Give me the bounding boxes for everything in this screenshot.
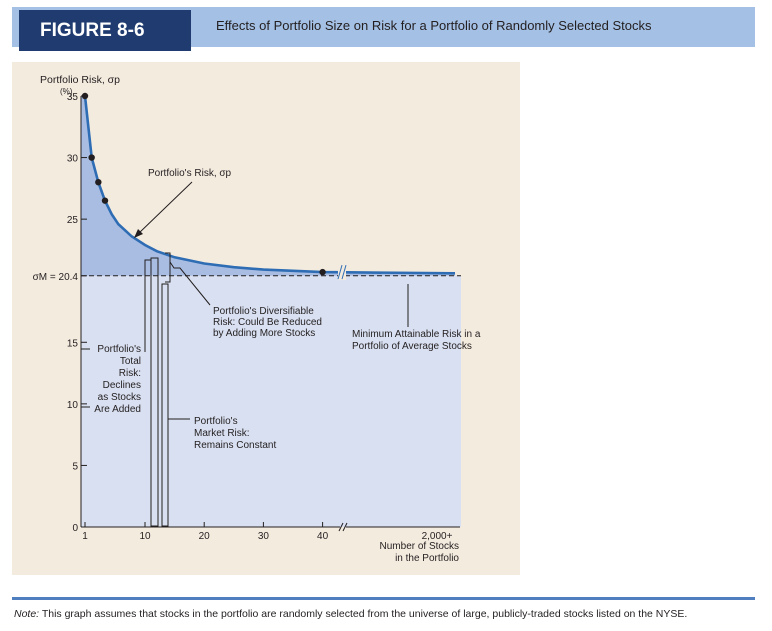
note-label: Note: — [14, 608, 40, 620]
total-risk-label-2: Risk: — [118, 368, 141, 379]
market-risk-label-2: Remains Constant — [194, 440, 277, 451]
x-tick-label-1: 10 — [139, 531, 151, 542]
total-risk-label-4: as Stocks — [97, 392, 141, 403]
x-tick-label-3: 30 — [257, 531, 269, 542]
minimum-risk-label-0: Minimum Attainable Risk in a — [352, 329, 481, 340]
diversifiable-label-2: by Adding More Stocks — [213, 328, 316, 339]
total-risk-label-0: Portfolio's — [97, 344, 141, 355]
y-tick-label-0: 0 — [72, 523, 78, 534]
x-tick-label-2: 20 — [198, 531, 210, 542]
x-tick-label-0: 1 — [82, 531, 88, 542]
diversifiable-label-0: Portfolio's Diversifiable — [213, 306, 314, 317]
curve-label-arrow-line — [138, 182, 192, 234]
x-axis-label-line-1: Number of Stocks — [379, 541, 459, 552]
total-risk-label-5: Are Added — [94, 404, 141, 415]
x-tick-label-5: 2,000+ — [421, 531, 453, 542]
y-tick-label-3: 15 — [66, 338, 78, 350]
curve-label: Portfolio's Risk, σp — [148, 168, 232, 179]
total-risk-label-1: Total — [119, 356, 141, 367]
diversifiable-risk-area — [81, 96, 455, 276]
y-axis-label: Portfolio Risk, σp — [40, 74, 121, 86]
data-point-3 — [95, 179, 101, 185]
data-point-5 — [319, 269, 325, 275]
note-text: This graph assumes that stocks in the portfolio are randomly selected from the universe of large, publicly-traded stocks listed on the NYSE. — [39, 608, 688, 620]
y-axis-unit: (%) — [60, 87, 73, 96]
diversifiable-label-1: Risk: Could Be Reduced — [213, 317, 322, 328]
y-tick-label-1: 5 — [72, 461, 78, 473]
total-risk-label-3: Declines — [102, 380, 141, 391]
y-tick-label-5: 25 — [66, 215, 78, 227]
y-tick-label-7: 35 — [66, 92, 78, 103]
minimum-risk-label-1: Portfolio of Average Stocks — [352, 341, 472, 352]
y-tick-label-2: 10 — [66, 399, 78, 411]
footer-rule — [12, 597, 755, 600]
market-risk-label-0: Portfolio's — [194, 416, 238, 427]
figure-title: Effects of Portfolio Size on Risk for a Portfolio of Randomly Selected Stocks — [216, 18, 652, 33]
market-risk-label-1: Market Risk: — [194, 428, 250, 439]
x-tick-label-4: 40 — [317, 531, 329, 542]
y-tick-label-4: σM = 20.4 — [32, 271, 78, 283]
figure-number: FIGURE 8-6 — [19, 10, 191, 51]
figure-note — [14, 608, 687, 620]
y-tick-label-6: 30 — [66, 153, 78, 165]
data-point-4 — [102, 197, 108, 203]
data-point-2 — [88, 154, 94, 160]
x-axis-label-line-2: in the Portfolio — [395, 553, 459, 564]
